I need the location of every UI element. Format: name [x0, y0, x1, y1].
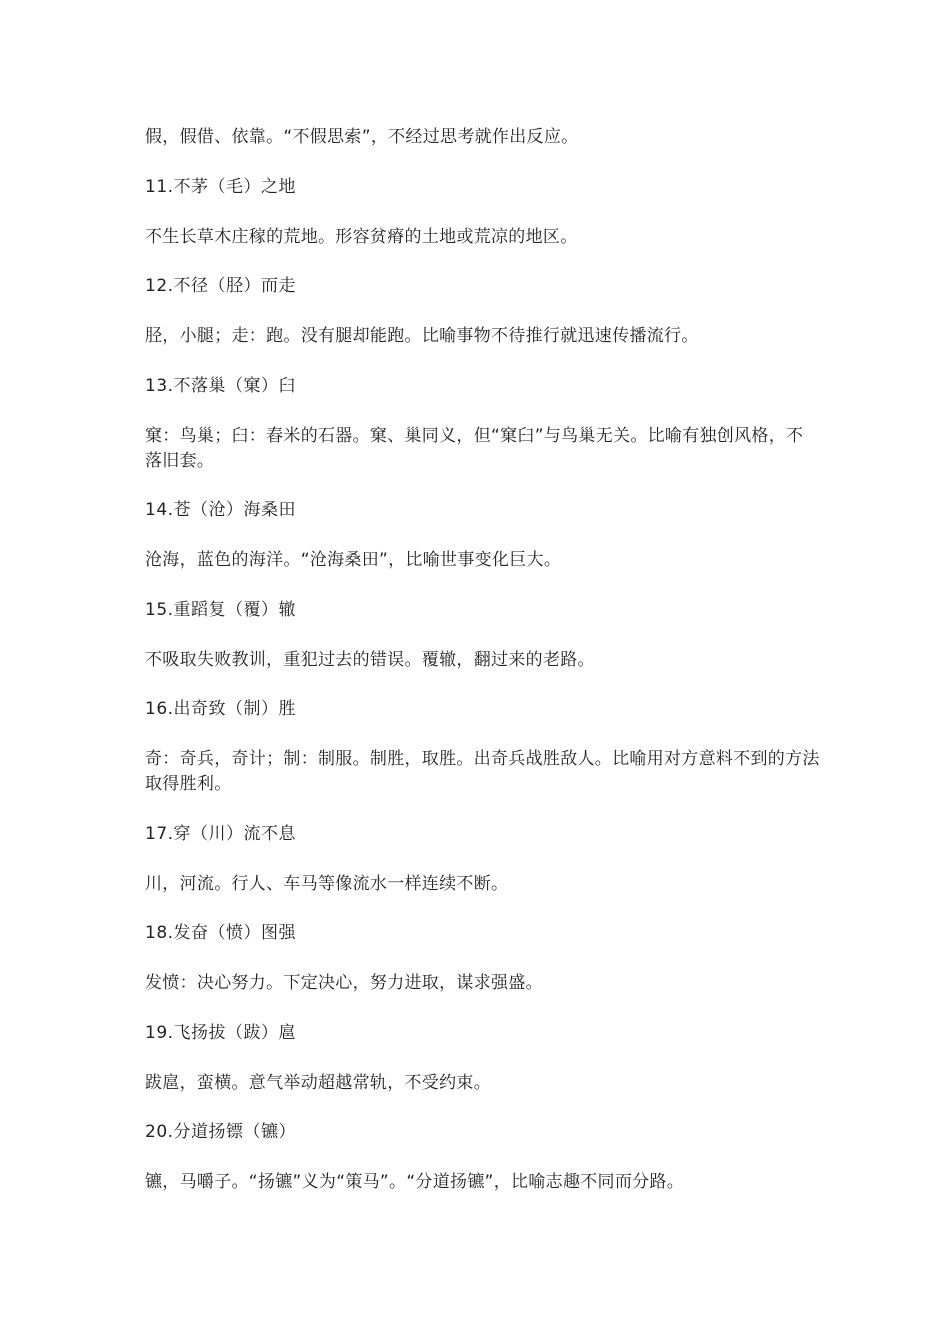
entry-text-19: 跋扈，蛮横。意气举动超越常轨，不受约束。 — [145, 1073, 491, 1093]
entry-title-11: 11.不茅（毛）之地 — [145, 177, 297, 197]
entry-text-18: 发愤：决心努力。下定决心，努力进取，谋求强盛。 — [145, 973, 543, 993]
entry-title-14: 14.苍（沧）海桑田 — [145, 500, 297, 520]
entry-text-17: 川，河流。行人、车马等像流水一样连续不断。 — [145, 874, 509, 894]
intro-text: 假，假借、依靠。“不假思索”，不经过思考就作出反应。 — [145, 127, 579, 147]
entry-title-18: 18.发奋（愤）图强 — [145, 923, 297, 943]
entry-title-13: 13.不落巢（窠）臼 — [145, 376, 297, 396]
entry-text-14: 沧海，蓝色的海洋。“沧海桑田”，比喻世事变化巨大。 — [145, 550, 562, 570]
entry-text-11: 不生长草木庄稼的荒地。形容贫瘠的土地或荒凉的地区。 — [145, 227, 578, 247]
entry-text-13: 窠：鸟巢；臼：舂米的石器。窠、巢同义，但“窠臼”与鸟巢无关。比喻有独创风格，不落旧套。 — [145, 426, 804, 471]
entry-text-20: 镳，马嚼子。“扬镳”义为“策马”。“分道扬镳”，比喻志趣不同而分路。 — [145, 1172, 685, 1192]
entry-text-15: 不吸取失败教训，重犯过去的错误。覆辙，翻过来的老路。 — [145, 650, 595, 670]
entry-title-20: 20.分道扬镖（镳） — [145, 1122, 297, 1142]
entry-title-15: 15.重蹈复（覆）辙 — [145, 600, 297, 620]
entry-text-12: 胫，小腿；走：跑。没有腿却能跑。比喻事物不待推行就迅速传播流行。 — [145, 326, 699, 346]
entry-text-16: 奇：奇兵，奇计；制：制服。制胜，取胜。出奇兵战胜敌人。比喻用对方意料不到的方法取得胜利。 — [145, 749, 820, 794]
entry-title-17: 17.穿（川）流不息 — [145, 824, 297, 844]
entry-title-12: 12.不径（胫）而走 — [145, 276, 297, 296]
entry-title-19: 19.飞扬拔（跋）扈 — [145, 1023, 297, 1043]
entry-title-16: 16.出奇致（制）胜 — [145, 699, 297, 719]
